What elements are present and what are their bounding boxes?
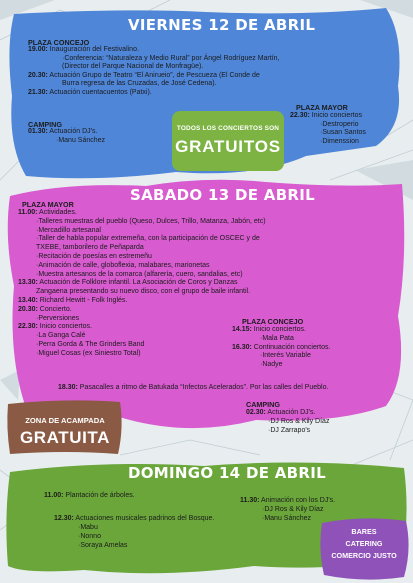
gratuitos-big-text: GRATUITOS <box>175 137 281 156</box>
sabado-concejo-line: 14.15: Inicio conciertos. <box>232 326 306 333</box>
sabado-concejo-line: 16.30: Continuación conciertos. <box>232 343 331 351</box>
acampada-badge <box>6 398 124 456</box>
sabado-venue-camping: CAMPING <box>246 400 280 409</box>
sabado-program-line: ·Animación de calle, globoflexia, malabares, marionetas <box>36 261 210 269</box>
sabado-title: SABADO 13 DE ABRIL <box>130 186 316 204</box>
sabado-program-line: 11.00: Actividades. <box>18 209 77 216</box>
sabado-program-line: ·Recitación de poesías en estremeñu <box>36 253 152 260</box>
sabado-venue-plaza-mayor: PLAZA MAYOR <box>22 200 74 209</box>
domingo-item-mabu: ·Mabu <box>78 524 98 531</box>
domingo-line-plantacion: 11.00: Plantación de árboles. <box>44 492 135 499</box>
viernes-venue-plaza-concejo: PLAZA CONCEJO <box>28 38 90 47</box>
viernes-camping-line: ·Manu Sánchez <box>56 136 106 144</box>
bares-line-catering: CATERING <box>345 539 383 548</box>
sabado-camping-line: ·DJ Zarrapo's <box>268 426 311 434</box>
sabado-concejo-line: ·Interés Variable <box>260 352 311 360</box>
sabado-program-line: ·Mercadillo artesanal <box>36 226 101 234</box>
viernes-program-line: 20.30: Actuación Grupo de Teatro “El Anirueio”, de Pescueza (El Conde de <box>28 71 260 79</box>
viernes-program-line: (Director del Parque Nacional de Monfragüe). <box>62 63 204 71</box>
sabado-concejo-line: ·Nadye <box>260 361 283 369</box>
sabado-program-line: ·Muestra artesanos de la comarca (alfarería, cuero, sandalias, etc) <box>36 270 243 278</box>
viernes-mayor-line: ·Susan Santos <box>320 129 366 137</box>
sabado-program-line: ·Talleres muestras del pueblo (Queso, Dulces, Trillo, Matanza, Jabón, etc) <box>36 217 266 225</box>
sabado-program-line: 20.30: Concierto. <box>18 305 72 313</box>
sabado-program-line: 13.40: Richard Hewitt - Folk Inglés. <box>18 297 128 304</box>
bares-line-bares: BARES <box>351 527 377 536</box>
viernes-mayor-line: ·Destroperio <box>320 120 359 128</box>
acampada-small-text: ZONA DE ACAMPADA <box>25 416 105 425</box>
viernes-mayor-line: ·Dimenssion <box>320 137 359 145</box>
sabado-program-line: ·Miguel Cosas (ex Siniestro Total) <box>36 349 141 357</box>
domingo-line-animacion: 11.30: Animación con los DJ's. <box>240 497 336 504</box>
domingo-item-soraya: ·Soraya Amelas <box>78 542 128 549</box>
viernes-program-line: 19.00: Inauguración del Festivalino. <box>28 46 139 53</box>
sabado-camping-line: 02.30: Actuación DJ's. <box>246 409 316 416</box>
domingo-line-actuaciones: 12.30: Actuaciones musicales padrinos del Bosque. <box>54 515 215 522</box>
gratuitos-small-text: TODOS LOS CONCIERTOS SON <box>176 125 280 132</box>
sabado-camping-line: ·DJ Ros & Kily Díaz <box>268 417 330 425</box>
bares-background <box>318 515 410 581</box>
domingo-item-djros: ·DJ Ros & Kily Díaz <box>262 506 324 513</box>
sabado-program-line: 22.30: Inicio conciertos. <box>18 323 92 331</box>
sabado-program-line: Zangaena presentando su nuevo disco, con el grupo de baile infantil. <box>36 288 251 296</box>
bares-line-comercio: COMERCIO JUSTO <box>331 551 397 560</box>
viernes-title: VIERNES 12 DE ABRIL <box>128 16 316 34</box>
sabado-program-line: ·Perra Gorda & The Grinders Band <box>36 341 145 348</box>
viernes-venue-camping: CAMPING <box>28 120 62 129</box>
sabado-program-line: TXEBE, tamborilero de Peñaparda <box>36 244 144 252</box>
bares-badge <box>318 515 410 581</box>
sabado-program-line: ·La Ganga Calé <box>36 332 86 340</box>
sabado-pasacalles: 18.30: Pasacalles a ritmo de Batukada “Infectos Acelerados”. Por las calles del Pueblo. <box>58 384 329 391</box>
sabado-concejo-line: ·Mala Pata <box>260 334 294 342</box>
gratuitos-badge <box>172 111 284 171</box>
sabado-program-line: ·Perversiones <box>36 314 80 322</box>
viernes-venue-plaza-mayor: PLAZA MAYOR <box>296 103 348 112</box>
domingo-item-manu: ·Manu Sánchez <box>262 515 312 522</box>
domingo-item-nonno: ·Nonno <box>78 533 101 540</box>
sabado-program-line: 13.30: Actuación de Folklore infantil. La Asociación de Coros y Danzas <box>18 279 238 287</box>
sabado-program-line: ·Taller de habla popular extremeña, con la participación de OSCEC y de <box>36 235 260 243</box>
viernes-program-line: Burra regresa de las Cruzadas, de José Cedena). <box>62 80 217 88</box>
viernes-camping-line: 01.30: Actuación DJ's. <box>28 128 98 135</box>
acampada-big-text: GRATUITA <box>19 428 111 447</box>
sabado-venue-plaza-concejo: PLAZA CONCEJO <box>242 317 304 326</box>
domingo-title: DOMINGO 14 DE ABRIL <box>128 464 326 482</box>
viernes-program-line: ·Conferencia: “Naturaleza y Medio Rural” por Ángel Rodríguez Martín, <box>62 54 280 62</box>
viernes-program-line: 21.30: Actuación cuentacuentos (Patxi). <box>28 89 152 96</box>
viernes-mayor-line: 22.30: Inicio conciertos <box>290 112 362 119</box>
